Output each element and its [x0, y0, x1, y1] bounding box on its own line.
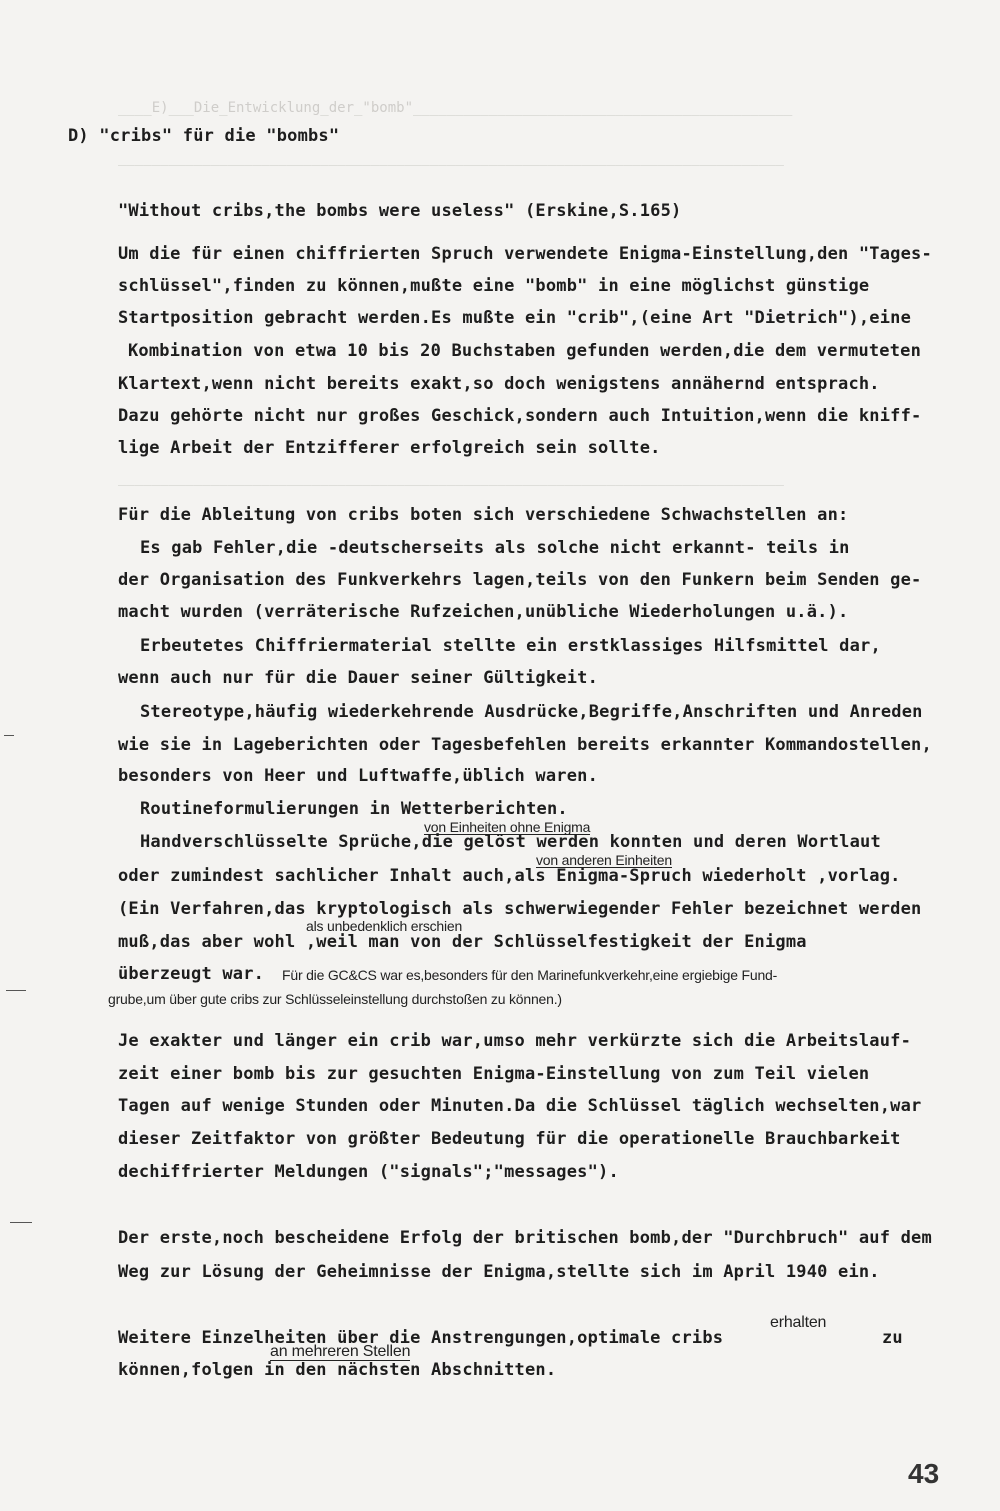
body-line: muß,das aber wohl ,weil man von der Schlüsselfestigkeit der Enigma — [118, 932, 807, 952]
body-line: zu — [882, 1328, 903, 1348]
handwritten-insertion: an mehreren Stellen — [270, 1343, 411, 1360]
body-line: besonders von Heer und Luftwaffe,üblich waren. — [118, 766, 599, 786]
body-line: Für die Ableitung von cribs boten sich verschiedene Schwachstellen an: — [118, 505, 849, 525]
body-line: Je exakter und länger ein crib war,umso mehr verkürzte sich die Arbeitslauf- — [118, 1031, 912, 1051]
handwritten-insertion: als unbedenklich erschien — [306, 918, 463, 934]
body-line: Weg zur Lösung der Geheimnisse der Enigma,stellte sich im April 1940 ein. — [118, 1262, 880, 1282]
body-line: Es gab Fehler,die -deutscherseits als solche nicht erkannt- teils in — [140, 538, 850, 558]
body-line: oder zumindest sachlicher Inhalt auch,als Enigma-Spruch wiederholt ,vorlag. — [118, 866, 901, 886]
body-line: (Ein Verfahren,das kryptologisch als schwerwiegender Fehler bezeichnet werden — [118, 899, 922, 919]
body-line: wie sie in Lageberichten oder Tagesbefehlen bereits erkannter Kommandostellen, — [118, 735, 932, 755]
margin-mark — [4, 735, 14, 736]
body-line: Startposition gebracht werden.Es mußte ein "crib",(eine Art "Dietrich"),eine — [118, 308, 912, 328]
bleed-through-text: _______________________________________________________________________________ — [118, 150, 784, 166]
body-line: lige Arbeit der Entzifferer erfolgreich sein sollte. — [118, 438, 661, 458]
body-line: Tagen auf wenige Stunden oder Minuten.Da die Schlüssel täglich wechselten,war — [118, 1096, 922, 1116]
body-line: Klartext,wenn nicht bereits exakt,so doch wenigstens annähernd entsprach. — [118, 374, 880, 394]
body-line: macht wurden (verräterische Rufzeichen,unübliche Wiederholungen u.ä.). — [118, 602, 849, 622]
body-line: können,folgen in den nächsten Abschnitten. — [118, 1360, 557, 1380]
body-line: Der erste,noch bescheidene Erfolg der britischen bomb,der "Durchbruch" auf dem — [118, 1228, 932, 1248]
body-line: dechiffrierter Meldungen ("signals";"messages"). — [118, 1162, 619, 1182]
body-line: Weitere Einzelheiten über die Anstrengungen,optimale cribs — [118, 1328, 724, 1348]
section-heading: D) "cribs" für die "bombs" — [68, 126, 340, 146]
handwritten-insertion: erhalten — [770, 1314, 827, 1331]
handwritten-note-line: grube,um über gute cribs zur Schlüsseleinstellung durchstoßen zu können.) — [108, 991, 562, 1007]
body-line: Stereotype,häufig wiederkehrende Ausdrücke,Begriffe,Anschriften und Anreden — [140, 702, 923, 722]
body-line: Um die für einen chiffrierten Spruch verwendete Enigma-Einstellung,den "Tages- — [118, 244, 932, 264]
body-line: dieser Zeitfaktor von größter Bedeutung für die operationelle Brauchbarkeit — [118, 1129, 901, 1149]
bleed-through-text: _______________________________________________________________________________ — [118, 470, 784, 486]
handwritten-note-line: Für die GC&CS war es,besonders für den Marinefunkverkehr,eine ergiebige Fund- — [282, 967, 778, 983]
body-line: Erbeutetes Chiffriermaterial stellte ein erstklassiges Hilfsmittel dar, — [140, 636, 881, 656]
body-line: Kombination von etwa 10 bis 20 Buchstaben gefunden werden,die dem vermuteten — [128, 341, 922, 361]
body-line: Routineformulierungen in Wetterberichten. — [140, 799, 568, 819]
body-line: überzeugt war. — [118, 964, 265, 984]
quote-line: "Without cribs,the bombs were useless" (Erskine,S.165) — [118, 201, 682, 221]
margin-mark — [6, 990, 26, 991]
body-line: zeit einer bomb bis zur gesuchten Enigma-Einstellung von zum Teil vielen — [118, 1064, 870, 1084]
bleed-through-text: ____E)___Die_Entwicklung_der_"bomb"_____________________________________________ — [118, 100, 793, 116]
body-line: wenn auch nur für die Dauer seiner Gültigkeit. — [118, 668, 599, 688]
margin-mark — [10, 1222, 32, 1223]
body-line: der Organisation des Funkverkehrs lagen,teils von den Funkern beim Senden ge- — [118, 570, 922, 590]
handwritten-insertion: von anderen Einheiten — [536, 852, 672, 868]
handwritten-insertion: von Einheiten ohne Enigma — [424, 819, 591, 835]
page-number: 43 — [908, 1458, 940, 1489]
body-line: schlüssel",finden zu können,mußte eine "bomb" in eine möglichst günstige — [118, 276, 870, 296]
body-line: Handverschlüsselte Sprüche,die gelöst werden konnten und deren Wortlaut — [140, 832, 881, 852]
body-line: Dazu gehörte nicht nur großes Geschick,sondern auch Intuition,wenn die kniff- — [118, 406, 922, 426]
